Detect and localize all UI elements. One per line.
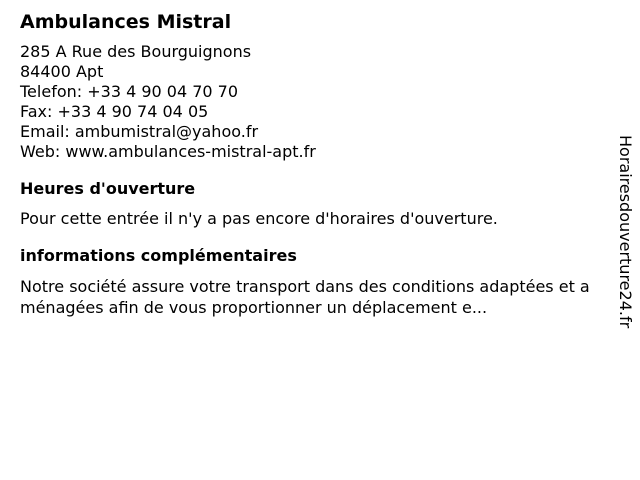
address-line-1: 285 A Rue des Bourguignons	[20, 42, 252, 61]
address-line-2: 84400 Apt	[20, 62, 104, 81]
additional-info-text: Notre société assure votre transport dans des conditions adaptées et aménagées afin de vous proportionner un déplacement e...	[20, 277, 590, 317]
site-brand-label: Horairesdouverture24.fr	[616, 135, 635, 329]
email-address[interactable]: Email: ambumistral@yahoo.fr	[20, 122, 259, 141]
business-name: Ambulances Mistral	[20, 11, 232, 33]
opening-hours-heading: Heures d'ouverture	[20, 179, 196, 198]
website-link[interactable]: Web: www.ambulances-mistral-apt.fr	[20, 142, 316, 161]
phone-number[interactable]: Telefon: +33 4 90 04 70 70	[20, 82, 239, 101]
fax-number: Fax: +33 4 90 74 04 05	[20, 102, 209, 121]
opening-hours-text: Pour cette entrée il n'y a pas encore d'horaires d'ouverture.	[20, 209, 498, 228]
additional-info-heading: informations complémentaires	[20, 246, 297, 265]
business-card	[20, 10, 600, 318]
